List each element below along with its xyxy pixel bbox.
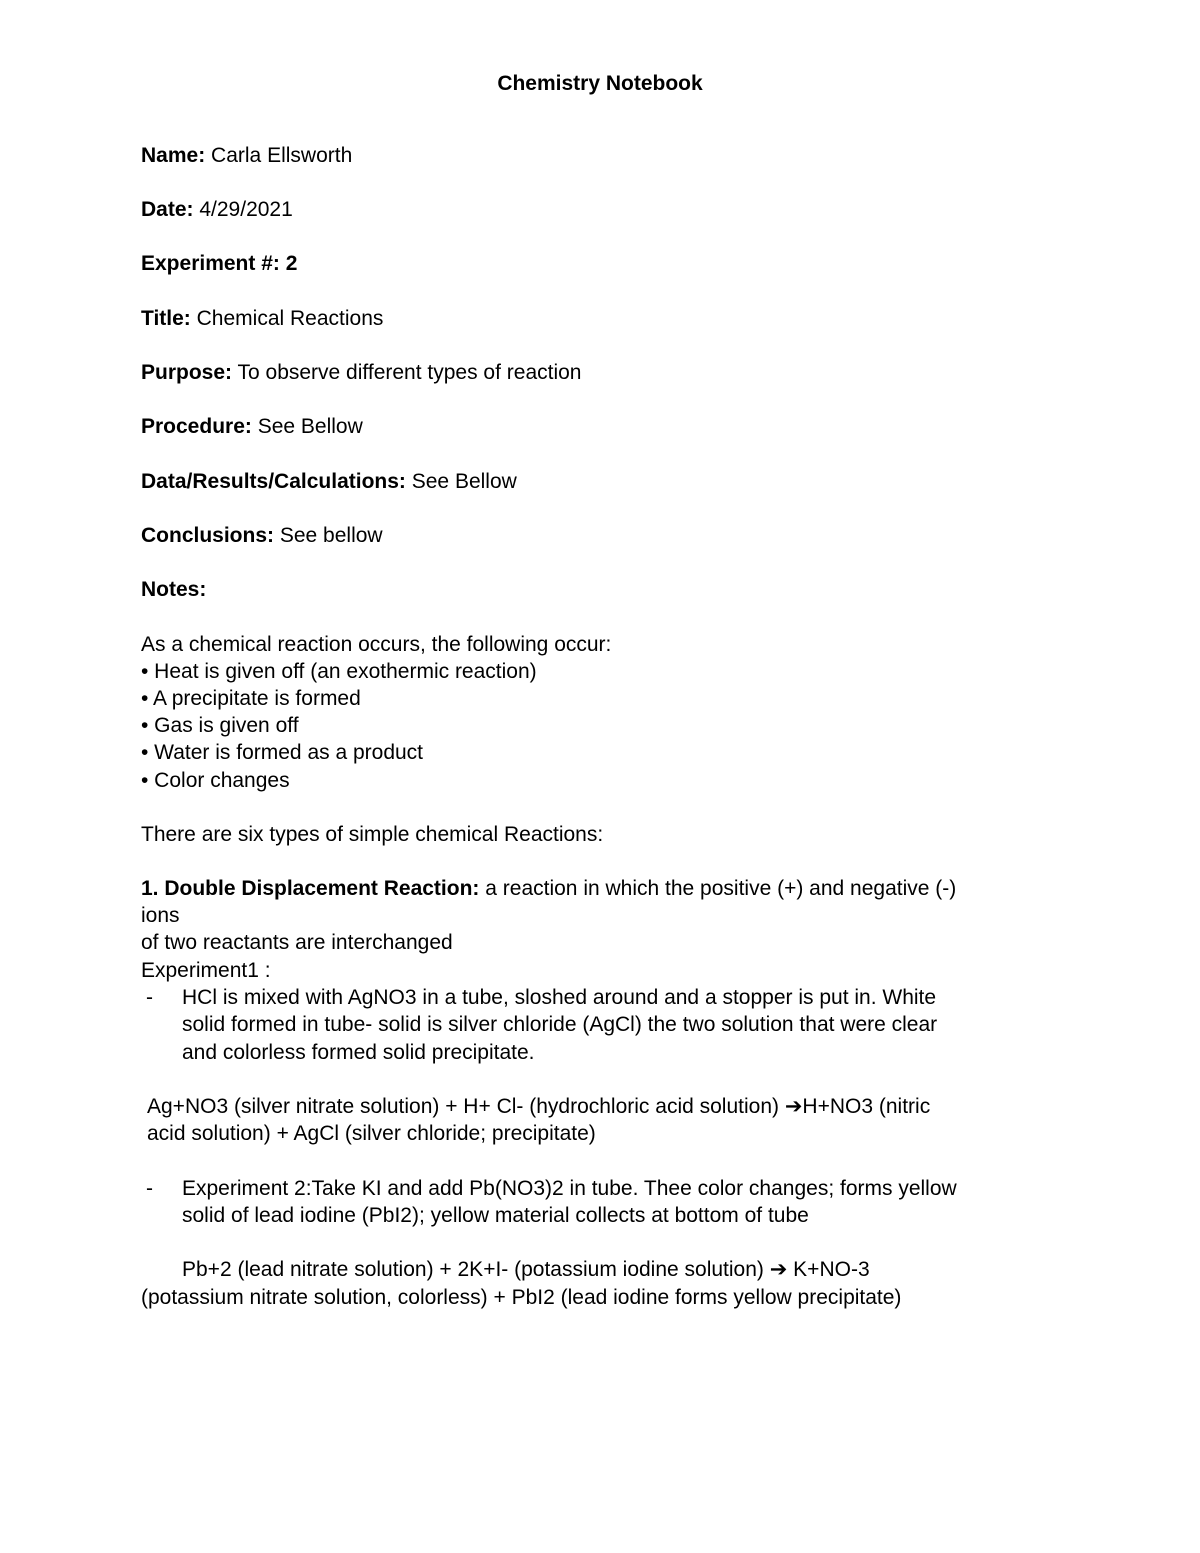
list-dash: -: [146, 1177, 153, 1200]
experiment-field: [141, 250, 297, 277]
experiment1-text: HCl is mixed with AgNO3 in a tube, sloshed around and a stopper is put in. White: [182, 986, 937, 1009]
types-intro: There are six types of simple chemical Reactions:: [141, 823, 604, 846]
notes-label: Notes:: [141, 578, 207, 601]
experiment-label: Experiment #:: [141, 252, 280, 275]
experiment1-text: solid formed in tube- solid is silver chloride (AgCl) the two solution that were clear: [182, 1013, 938, 1036]
date-label: Date:: [141, 198, 194, 221]
procedure-value: See Bellow: [257, 415, 363, 438]
equation1: Ag+NO3 (silver nitrate solution) + H+ Cl- (hydrochloric acid solution) ➔H+NO3 (nitric: [147, 1095, 931, 1118]
title-value: Chemical Reactions: [196, 307, 384, 330]
reaction1-heading: 1. Double Displacement Reaction:: [141, 877, 480, 900]
date-value: 4/29/2021: [199, 198, 293, 221]
reaction1-desc: a reaction in which the positive (+) and negative (-): [479, 877, 957, 900]
equation2: Pb+2 (lead nitrate solution) + 2K+I- (potassium iodine solution) ➔ K+NO-3: [182, 1258, 870, 1281]
data-label: Data/Results/Calculations: [141, 470, 399, 493]
name-field: Name: Carla Ellsworth: [141, 144, 353, 167]
purpose-label: Purpose: [141, 361, 226, 384]
name-label: Name: [141, 144, 199, 167]
experiment2-text: Experiment 2:Take KI and add Pb(NO3)2 in tube. Thee color changes; forms yellow: [182, 1177, 957, 1200]
conclusions-label: Conclusions:: [141, 524, 275, 547]
reaction1-heading-line: [141, 875, 956, 902]
title-field: [141, 305, 383, 332]
conclusions-value: See bellow: [279, 524, 383, 547]
title-label: Title:: [141, 307, 191, 330]
experiment-value: 2: [285, 252, 298, 275]
name-value: Carla Ellsworth: [211, 144, 353, 167]
purpose-value: To observe different types of reaction: [237, 361, 582, 384]
data-value: See Bellow: [411, 470, 517, 493]
experiment1-label: Experiment1 :: [141, 959, 271, 982]
data-field: Data/Results/Calculations: See Bellow: [141, 470, 517, 493]
purpose-field: Purpose: To observe different types of reaction: [141, 361, 582, 384]
conclusions-field: [141, 522, 383, 549]
list-dash: -: [146, 986, 153, 1009]
notes-bullet: • A precipitate is formed: [141, 687, 361, 710]
equation2: (potassium nitrate solution, colorless) + PbI2 (lead iodine forms yellow precipitate): [141, 1286, 902, 1309]
procedure-label: Procedure: [141, 415, 245, 438]
experiment1-text: and colorless formed solid precipitate.: [182, 1041, 535, 1064]
reaction1-desc-line: of two reactants are interchanged: [141, 931, 453, 954]
notes-bullet: • Color changes: [141, 769, 290, 792]
reaction1-desc-line: ions: [141, 904, 180, 927]
date-field: [141, 196, 293, 223]
notes-bullet: • Water is formed as a product: [141, 741, 424, 764]
notes-intro: As a chemical reaction occurs, the following occur:: [141, 633, 612, 656]
notes-bullet: • Gas is given off: [141, 714, 299, 737]
notes-bullet: • Heat is given off (an exothermic reaction): [141, 660, 537, 683]
procedure-field: Procedure: See Bellow: [141, 415, 363, 438]
equation1: acid solution) + AgCl (silver chloride; precipitate): [147, 1122, 596, 1145]
page-title: Chemistry Notebook: [497, 72, 703, 95]
experiment2-text: solid of lead iodine (PbI2); yellow material collects at bottom of tube: [182, 1204, 809, 1227]
